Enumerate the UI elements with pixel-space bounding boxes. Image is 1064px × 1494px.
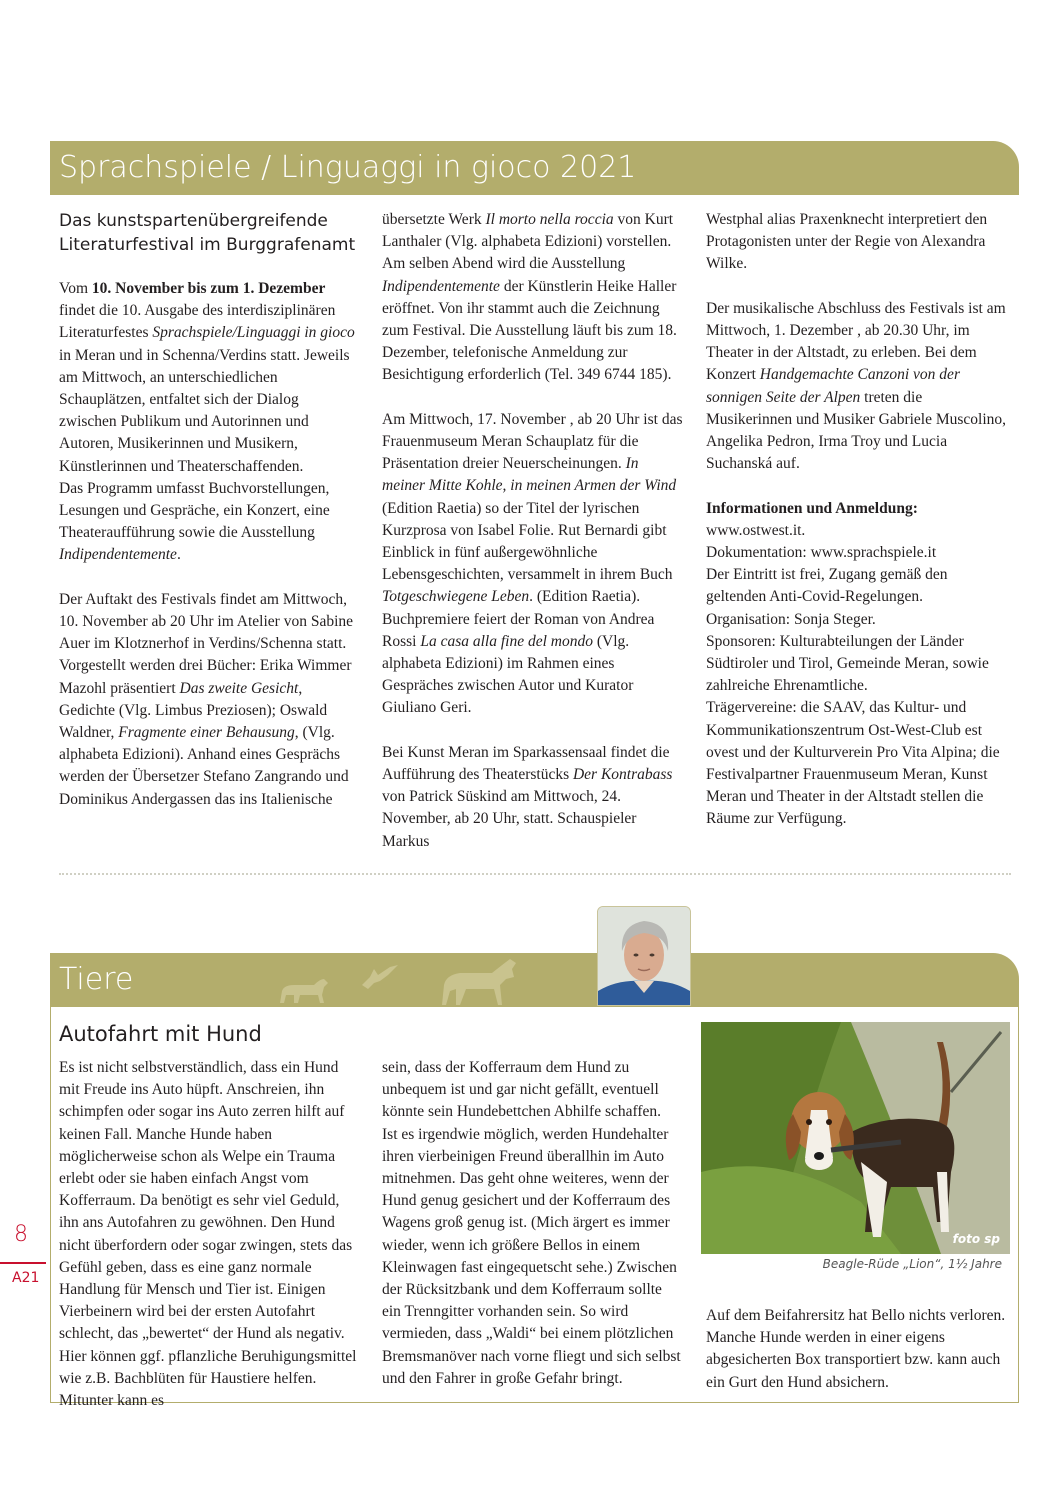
info-line: Dokumentation: www.sprachspiele.it: [706, 544, 937, 562]
paragraph: Ist es irgendwie möglich, werden Hundehalter ihren vierbeinigen Freund überallhin im Auto mitnehmen. Das geht ohne weiteres, wenn der Hund genug gesichert und der Kofferraum des Wagens groß genug ist. (Mich ärgert es immer wieder, wenn ich größere Bellos in einem Kleinwagen fast eingequetscht sehe.) Zwischen der Rücksitzbank und dem Kofferraum sollte ein Trenngitter vorhanden sein. So wird vermieden, dass „Waldi“ bei einem plötzlichen Bremsmanöver nach vorne fliegt und sich selbst und den Fahrer in große Gefahr bringt.: [382, 1125, 681, 1387]
info-line: Sponsoren: Kulturabteilungen der Länder Südtiroler und Tirol, Gemeinde Meran, sowie zahlreiche Ehrenamtliche.: [706, 632, 989, 695]
section-banner-tiere: [50, 953, 1019, 1007]
info-block: [706, 498, 1010, 831]
paragraph: Vom 10. November bis zum 1. Dezember findet die 10. Ausgabe des interdisziplinären Literaturfestes Sprachspiele/Linguaggi in gioco in Meran und in Schenna/Verdins statt. Jeweils am Mittwoch, an unterschiedlichen Schauplätzen, entfaltet sich der Dialog zwischen Publikum und Autorinnen und Autoren, Musikerinnen und Musikern, Künstlerinnen und Theaterschaffenden.: [59, 280, 355, 475]
paragraph: Es ist nicht selbstverständlich, dass ein Hund mit Freude ins Auto hüpft. Anschreien, ihn schimpfen oder sogar ins Auto zerren hilft auf keinen Fall. Manche Hunde haben möglicherweise schon als Welpe ein Trauma erlebt oder sie haben einfach Angst vom Kofferraum. Da benötigt es sehr viel Geduld, ihn ans Autofahren zu gewöhnen. Den Hund nicht überfordern oder sogar zwingen, stets das Gefühl geben, dass es eine ganz normale Handlung für Mensch und Tier ist. Einigen Vierbeinern wird bei der ersten Autofahrt schlecht, das „bewertet“ der Hund als negativ. Hier können ggf. pflanzliche Beruhigungsmittel wie z.B. Bachblüten für Haustiere helfen. Mitunter kann es: [59, 1059, 357, 1410]
page-marker-rule: [0, 1262, 46, 1264]
article2-column-2: [382, 1057, 682, 1390]
paragraph: Bei Kunst Meran im Sparkassensaal findet die Aufführung des Theaterstücks Der Kontrabass von Patrick Süskind am Mittwoch, 24. November, ab 20 Uhr, statt. Schauspieler Markus: [382, 743, 673, 850]
info-line: www.ostwest.it.: [706, 521, 806, 539]
info-heading: Informationen und Anmeldung:: [706, 499, 918, 517]
photo-caption: Beagle-Rüde „Lion“, 1½ Jahre: [822, 1257, 1002, 1271]
article-title: Autofahrt mit Hund: [59, 1022, 262, 1046]
page-number: 8: [14, 1222, 28, 1247]
section-banner-sprachspiele: [50, 141, 1019, 195]
article2-column-3: [706, 1305, 1012, 1394]
paragraph: übersetzte Werk Il morto nella roccia von Kurt Lanthaler (Vlg. alphabeta Edizioni) vorstellen. Am selben Abend wird die Ausstellung Indipendentemente der Künstlerin Heike Haller eröffnet. Von ihr stammt auch die Zeichnung zum Festival. Die Ausstellung läuft bis zum 18. Dezember, telefonische Anmeldung zur Besichtigung erforderlich (Tel. 349 6744 185).: [382, 211, 677, 384]
page-code: A21: [12, 1270, 40, 1286]
info-line: Trägervereine: die SAAV, das Kultur- und Kommunikationszentrum Ost-West-Club est ovest und der Kulturverein Pro Vita Alpina; die Festivalpartner Frauenmuseum Meran, Kunst Meran und Theater in der Altstadt stellen die Räume zur Verfügung.: [706, 699, 1000, 828]
photo-credit: foto sp: [952, 1232, 1000, 1246]
article1-column-2: [382, 209, 685, 875]
article-subtitle: Das kunstspartenübergreifende Literaturfestival im Burggrafenamt: [59, 211, 356, 255]
article-title: Sprachspiele / Linguaggi in gioco 2021: [59, 150, 637, 185]
info-line: Der Eintritt ist frei, Zugang gemäß den geltenden Anti-Covid-Regelungen.: [706, 566, 948, 606]
paragraph: Am Mittwoch, 17. November , ab 20 Uhr ist das Frauenmuseum Meran Schauplatz für die Präsentation dreier Neuerscheinungen. In meiner Mitte Kohle, in meinen Armen der Wind (Edition Raetia) so der Titel der lyrischen Kurzprosa von Isabel Folie. Rut Bernardi gibt Einblick in fünf außergewöhnliche Lebensgeschichten, versammelt in ihrem Buch Totgeschwiegene Leben. (Edition Raetia). Buchpremiere feiert der Roman von Andrea Rossi La casa alla fine del mondo (Vlg. alphabeta Edizioni) im Rahmen eines Gespräches zwischen Autor und Kurator Giuliano Geri.: [382, 410, 683, 717]
section-title: Tiere: [59, 962, 134, 997]
section-divider: [59, 873, 1011, 875]
article1-column-3: [706, 209, 1010, 831]
paragraph: Der musikalische Abschluss des Festivals ist am Mittwoch, 1. Dezember , ab 20.30 Uhr, im Theater in der Altstadt, zu erleben. Bei dem Konzert Handgemachte Canzoni von der sonnigen Seite der Alpen treten die Musikerinnen und Musiker Gabriele Muscolino, Angelika Pedron, Irma Troy und Lucia Suchanská auf.: [706, 299, 1007, 473]
info-line: Organisation: Sonja Steger.: [706, 610, 876, 628]
article1-column-1: [59, 278, 356, 833]
paragraph: Das Programm umfasst Buchvorstellungen, Lesungen und Gespräche, ein Konzert, eine Theateraufführung sowie die Ausstellung Indipendentemente.: [59, 479, 330, 564]
beagle-photo: [701, 1022, 1010, 1254]
paragraph: sein, dass der Kofferraum dem Hund zu unbequem ist und gar nicht gefällt, eventuell könnte sein Hundebettchen Abhilfe schaffen.: [382, 1059, 662, 1121]
paragraph: Auf dem Beifahrersitz hat Bello nichts verloren. Manche Hunde werden in einer eigens abgesicherten Box transportiert bzw. kann auch ein Gurt den Hund absichern.: [706, 1307, 1006, 1391]
paragraph: Der Auftakt des Festivals findet am Mittwoch, 10. November ab 20 Uhr im Atelier von Sabine Auer im Klotznerhof in Verdins/Schenna statt. Vorgestellt werden drei Bücher: Erika Wimmer Mazohl präsentiert Das zweite Gesicht, Gedichte (Vlg. Limbus Preziosen); Oswald Waldner, Fragmente einer Behausung, (Vlg. alphabeta Edizioni). Anhand eines Gesprächs werden der Übersetzer Stefano Zangrando und Dominikus Andergassen das ins Italienische: [59, 590, 354, 808]
author-portrait: [597, 906, 691, 1006]
animal-silhouettes-icon: [270, 955, 530, 1007]
paragraph: Westphal alias Praxenknecht interpretiert den Protagonisten unter der Regie von Alexandra Wilke.: [706, 211, 988, 273]
article2-column-1: [59, 1057, 357, 1412]
